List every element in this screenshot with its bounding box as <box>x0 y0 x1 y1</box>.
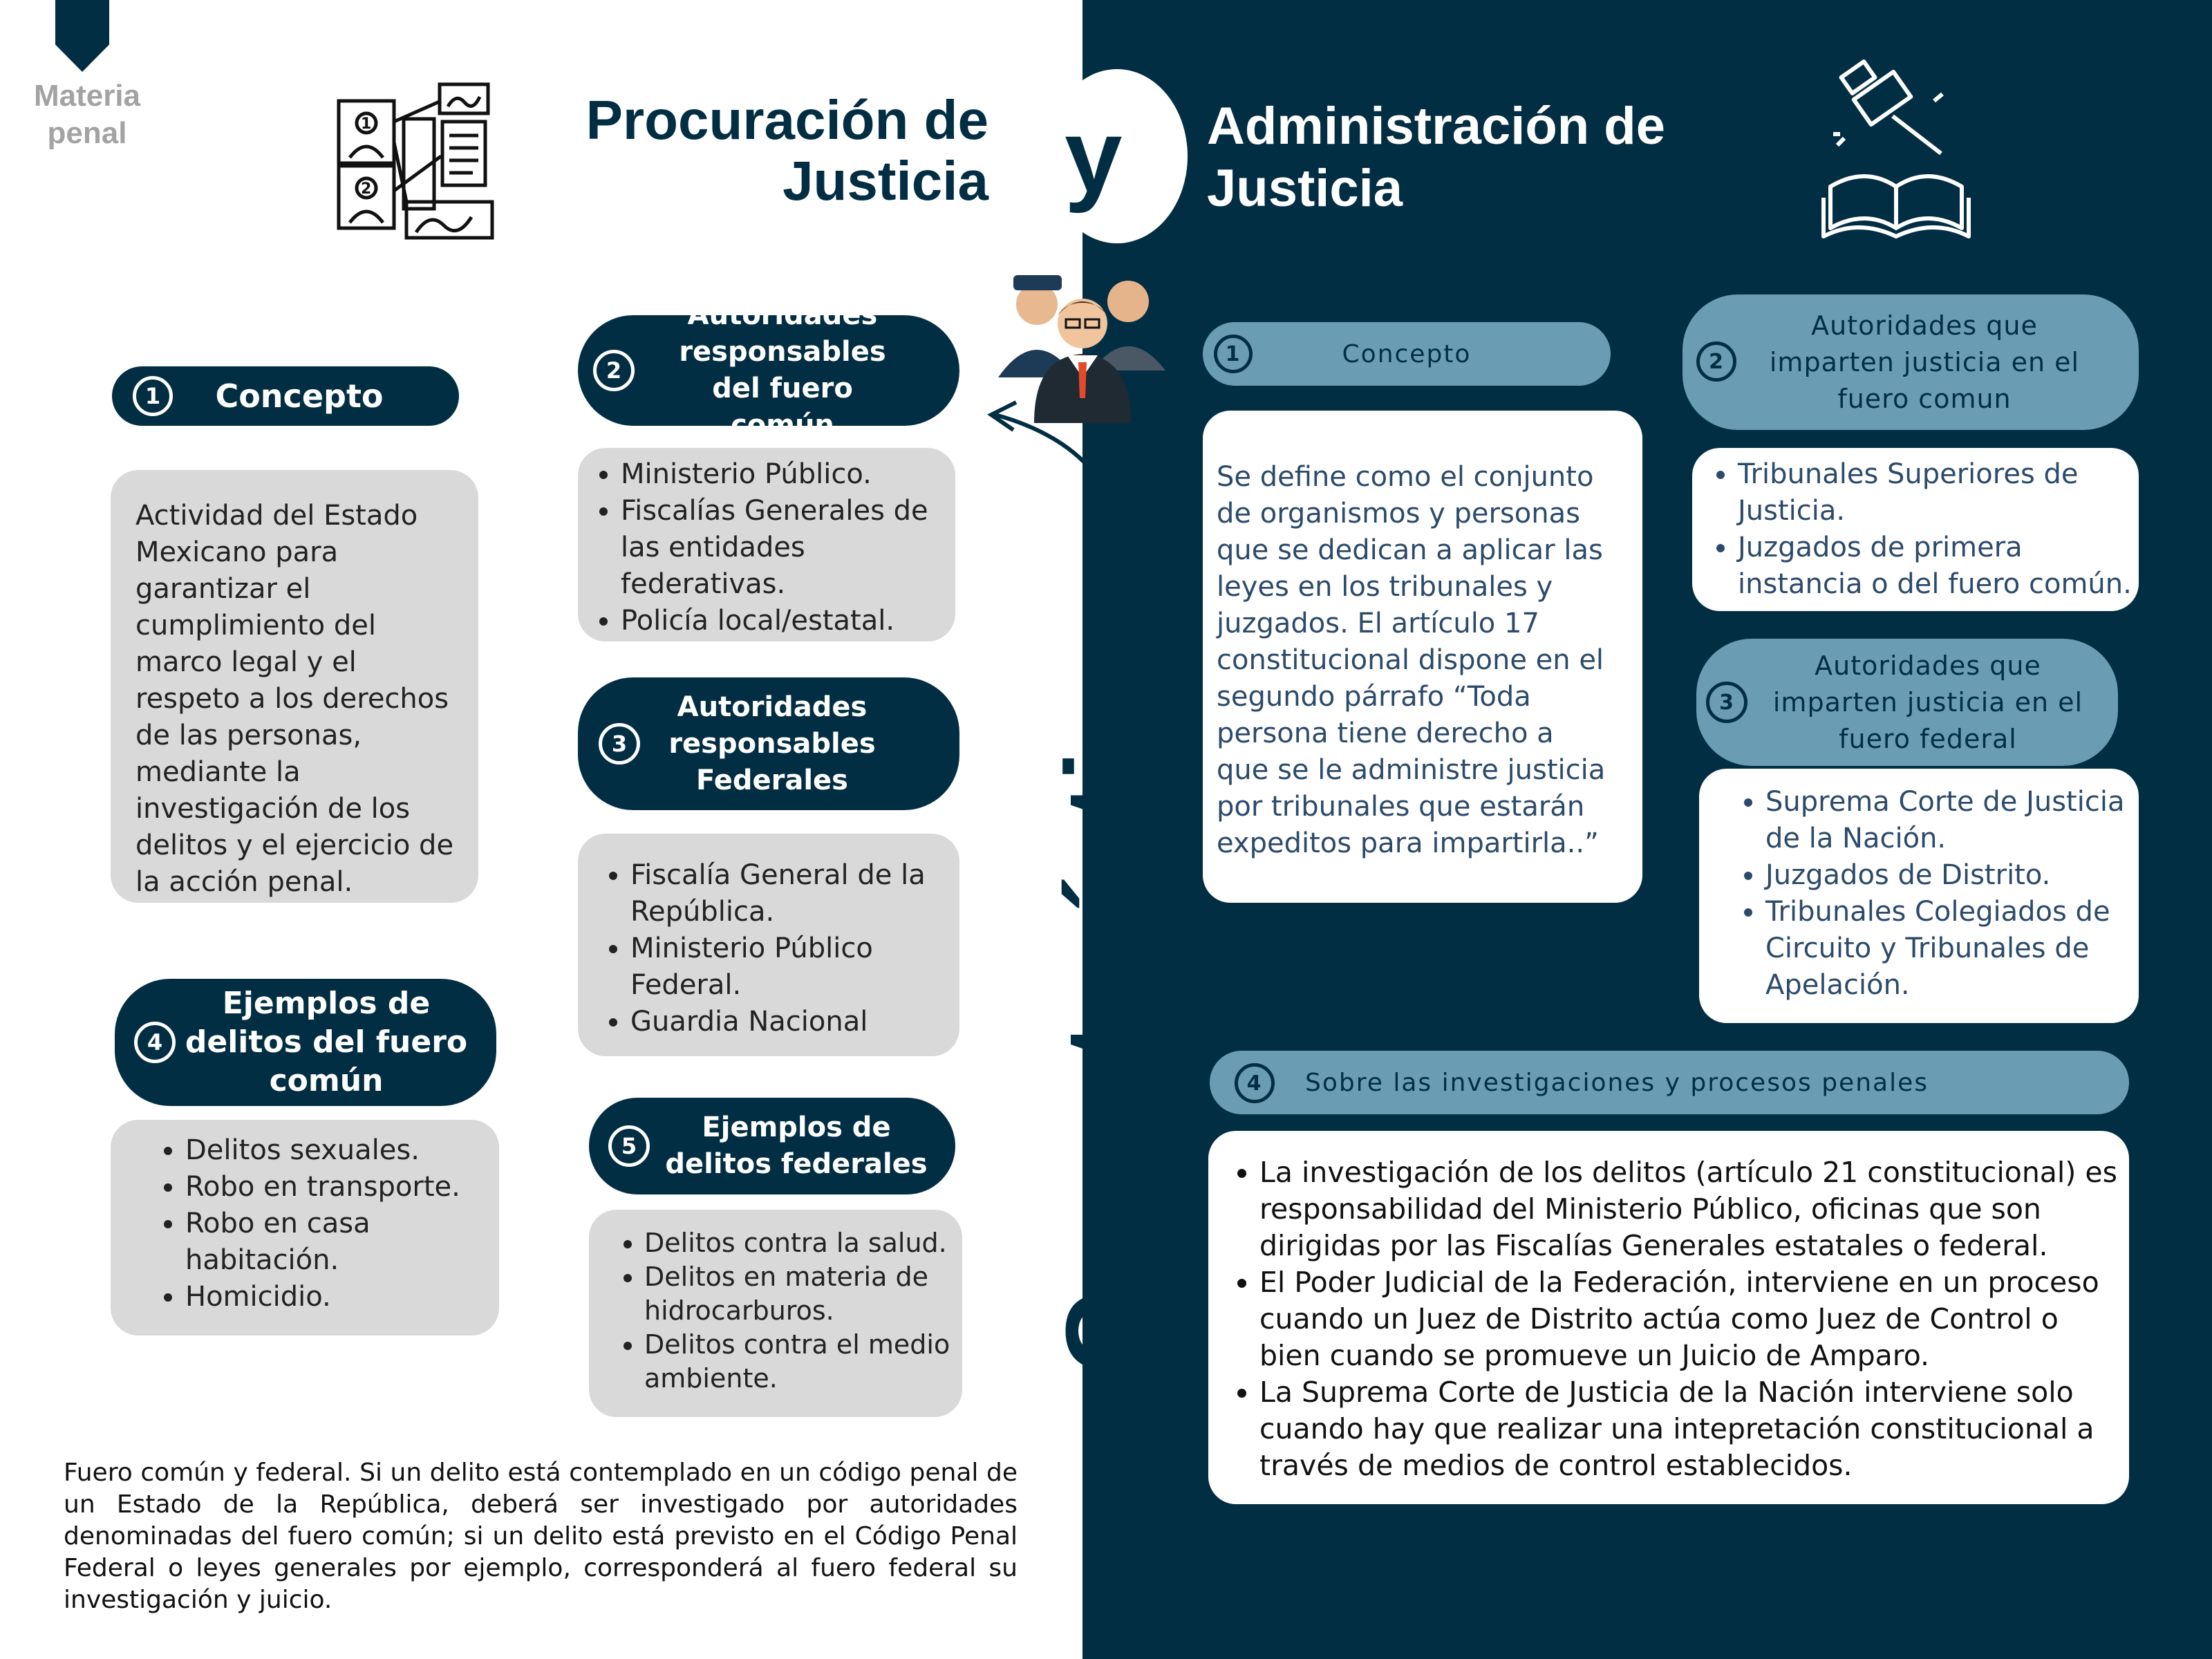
list-item: • Guardia Nacional <box>630 1004 953 1040</box>
list-item: • Fiscalía General de la República. <box>630 857 953 930</box>
right-concepto-pill <box>1203 322 1611 386</box>
left-fuero-comun-title: Autoridades responsables del fuero común <box>679 299 886 441</box>
right-investigaciones-title: Sobre las investigaciones y procesos penales <box>1305 1068 1929 1097</box>
number-badge-5: 5 <box>608 1125 650 1167</box>
title-right-line1: Administración de <box>1207 97 1665 156</box>
svg-text:2: 2 <box>361 180 372 198</box>
list-item: • La investigación de los delitos (artículo 21 constitucional) es responsabilidad del Ministerio Público, oficinas que son dirigidas por las Fiscalías Generales estatales o federal. <box>1259 1154 2122 1264</box>
list-item: • Tribunales Superiores de Justicia. <box>1738 456 2136 529</box>
footer-note: Fuero común y federal. Si un delito está contemplado en un código penal de un Estado de la República, deberá ser investigado por autoridades denominadas del fuero común; si un delito está previsto en el Código Penal Federal o leyes generales por ejemplo, corresponderá al fuero federal su investigación y juicio. <box>64 1459 1018 1614</box>
left-concepto-box <box>111 470 478 903</box>
left-concepto-pill <box>112 366 459 426</box>
left-delitos-comun-box <box>111 1120 499 1335</box>
left-delitos-federales-pill <box>589 1098 955 1194</box>
left-delitos-comun-pill <box>115 979 496 1106</box>
right-fuero-comun-title: Autoridades que imparten justicia en el fuero comun <box>1769 310 2080 414</box>
number-badge-3: 3 <box>1706 682 1747 723</box>
left-fuero-comun-box <box>578 448 955 641</box>
title-procuracion <box>539 90 988 212</box>
left-federales-pill <box>578 677 959 810</box>
list-item: • Robo en casa habitación. <box>185 1206 492 1279</box>
svg-text:1: 1 <box>361 115 372 133</box>
left-federales-box <box>578 834 959 1056</box>
number-badge-2: 2 <box>1696 341 1736 382</box>
gavel-book-icon <box>1817 62 1976 242</box>
list-item: • Tribunales Colegiados de Circuito y Tribunales de Apelación. <box>1765 894 2132 1004</box>
left-delitos-federales-box <box>589 1210 962 1417</box>
number-badge-2: 2 <box>593 350 635 391</box>
title-administracion <box>1207 95 1760 220</box>
right-fuero-comun-pill <box>1683 294 2139 430</box>
number-badge-4: 4 <box>134 1022 176 1063</box>
number-badge-1: 1 <box>1214 335 1253 373</box>
number-badge-1: 1 <box>133 376 173 416</box>
subject-label: Materia penal <box>33 79 141 150</box>
right-fuero-federal-box <box>1699 769 2139 1023</box>
left-delitos-comun-title: Ejemplos de delitos del fuero común <box>185 986 468 1098</box>
title-left-line2: Justicia <box>782 150 988 212</box>
list-item: • Juzgados de Distrito. <box>1765 857 2132 894</box>
list-item: • La Suprema Corte de Justicia de la Nación interviene solo cuando hay que realizar una intepretación constitucional a través de medios de control establecidos. <box>1259 1374 2122 1484</box>
list-item: • Ministerio Público. <box>621 456 948 493</box>
list-item: • Homicidio. <box>185 1279 492 1315</box>
list-item: • Delitos contra el medio ambiente. <box>644 1328 955 1396</box>
right-concepto-title: Concepto <box>1342 339 1472 368</box>
list-item: • Delitos contra la salud. <box>644 1226 955 1260</box>
list-item: • Robo en transporte. <box>185 1169 492 1206</box>
right-investigaciones-box <box>1208 1131 2129 1504</box>
list-item: • Juzgados de primera instancia o del fuero común. <box>1738 529 2136 603</box>
right-concepto-text: Se define como el conjunto de organismos y personas que se dedican a aplicar las leyes en los tribunales y juzgados. El artículo 17 constitucional dispone en el segundo párrafo “Toda persona tiene derecho a que se le administre justicia por tribunales que estarán expeditos para impartirla..” <box>1217 461 1606 859</box>
list-item: • Delitos en materia de hidrocarburos. <box>644 1260 955 1328</box>
list-item: • Suprema Corte de Justicia de la Nación. <box>1765 784 2132 857</box>
left-delitos-federales-title: Ejemplos de delitos federales <box>665 1112 928 1180</box>
left-concepto-text: Actividad del Estado Mexicano para garantizar el cumplimiento del marco legal y el respeto a los derechos de las personas, mediante la investigación de los delitos y el ejercicio de la acción penal. <box>135 500 454 898</box>
list-item: • Delitos sexuales. <box>185 1132 492 1169</box>
right-fuero-federal-title: Autoridades que imparten justicia en el fuero federal <box>1772 650 2083 754</box>
right-fuero-comun-box <box>1692 448 2139 611</box>
left-federales-title: Autoridades responsables Federales <box>668 691 876 796</box>
number-badge-4: 4 <box>1235 1063 1275 1103</box>
list-item: • Ministerio Público Federal. <box>630 930 953 1004</box>
right-fuero-federal-pill <box>1696 639 2118 766</box>
bookmark-tag <box>55 0 109 72</box>
list-item: • Fiscalías Generales de las entidades federativas. <box>621 493 948 603</box>
left-concepto-title: Concepto <box>215 377 384 415</box>
list-item: • Policía local/estatal. <box>621 603 948 639</box>
right-concepto-box <box>1203 411 1642 903</box>
right-investigaciones-pill <box>1210 1051 2129 1114</box>
vertical-heading: Características <box>1042 561 1169 1375</box>
left-fuero-comun-pill <box>578 299 959 441</box>
title-left-line1: Procuración de <box>585 89 988 151</box>
connector-letter: y <box>1065 97 1123 214</box>
list-item: • El Poder Judicial de la Federación, interviene en un proceso cuando un Juez de Distrito actúa como Juez de Control o bien cuando se promueve un Juicio de Amparo. <box>1259 1264 2122 1374</box>
evidence-board-icon <box>337 80 503 246</box>
title-right-line2: Justicia <box>1207 159 1403 218</box>
number-badge-3: 3 <box>599 723 640 765</box>
